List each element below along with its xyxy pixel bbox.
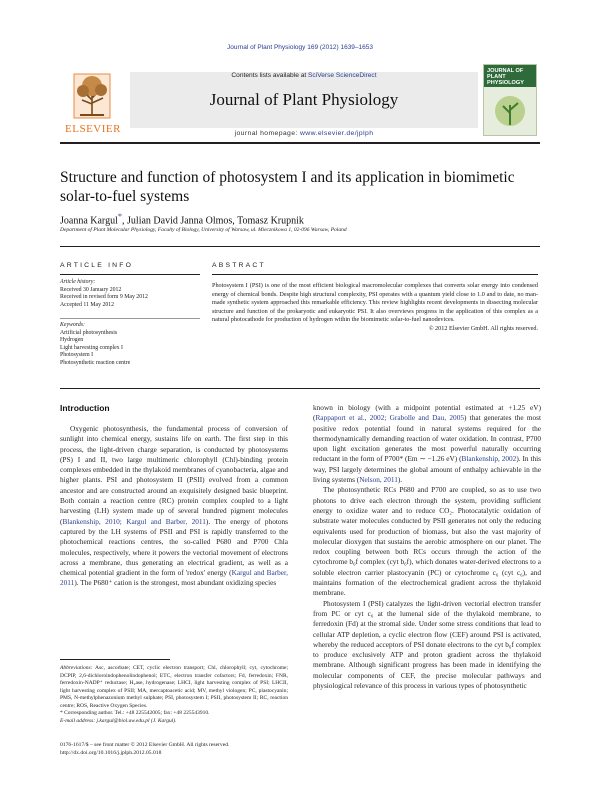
abstract-heading: ABSTRACT xyxy=(212,262,266,269)
citation-link[interactable]: Rappaport et al., 2002; Grabolle and Dau, 2005 xyxy=(315,413,464,423)
front-matter-rule xyxy=(60,388,540,389)
corresponding-mark[interactable]: * xyxy=(117,212,123,221)
abbreviations-footnote xyxy=(60,665,288,725)
intro-text: Oxygenic photosynthesis, the fundamental process of conversion of sunlight into chemical energy, sustains life on earth. The first step in this process, the light-driven charge separation, is conducted by photosystems (PS) I and II, two large multimeric chlorophyll (Chl)-binding protein complexes embedded in the thylakoid membranes of cyanobacteria, algae and higher plants. PSI and photosystem II (PSII) evolved from a common ancestor and are constructed around an exquisitely designed basic blueprint. Both contain a reaction centre (RC) protein complex coupled to a light harvesting (LH) system made up of several hundred pigment molecules ( xyxy=(60,424,288,526)
intro-text: ). xyxy=(397,475,403,485)
homepage-label: journal homepage: xyxy=(234,130,300,137)
author-list xyxy=(60,212,540,226)
abbreviations-label: Abbreviations: xyxy=(60,665,93,671)
abstract-body: Photosystem I (PSI) is one of the most efficient biological macromolecular complexes that converts solar energy into condensed energy of chemical bonds. Despite high structural complexity, PSI operates with a quantum yield close to 1.0 and to date, no man-made synthetic system approached this remarkable efficiency. This review highlights recent developments in dissecting molecular structure and function of the prokaryotic and eukaryotic PSI. It also overviews progress in the application of this complex as a natural photocathode for production of hydrogen within the biomimetic solar-to-fuel nanodevices. xyxy=(212,282,538,323)
keyword-item: Artificial photosynthesis xyxy=(60,329,118,336)
contents-line xyxy=(130,72,478,79)
intro-text: ). The P680⁺ cation is the strongest, most abundant oxidizing species xyxy=(74,578,277,588)
author-first: Joanna Kargul xyxy=(60,215,118,227)
cover-plant-image xyxy=(492,93,528,129)
masthead-rule xyxy=(60,142,540,144)
cover-title: JOURNAL OF PLANT PHYSIOLOGY xyxy=(487,68,524,86)
publisher-wordmark: ELSEVIER xyxy=(65,123,121,135)
history-accepted: Accepted 11 May 2012 xyxy=(60,301,115,308)
article-history xyxy=(60,279,200,309)
history-received: Received 30 January 2012 xyxy=(60,286,122,293)
right-column xyxy=(313,403,541,691)
intro-paragraph-2: The photosynthetic RCs P680 and P700 are coupled, so as to use two photons to drive each electron through the system, providing sufficient energy to oxidize water and to reduce CO₂. Photocatalytic oxidation of substrate water molecules conducted by PSII generates not only the reducing equivalents used for production of biomass, but also the vast majority of molecular dioxygen that sustains the aerobic atmosphere on our planet. The redox coupling between both RCs occurs through the action of the cytochrome b₆f complex (cyt b₆f), which donates water-derived electrons to a soluble electron carrier plastocyanin (PC) or cytochrome c₆ (cyt c₆), and maintains formation of the electrochemical gradient across the thylakoid membrane. xyxy=(313,485,541,598)
intro-paragraph-1 xyxy=(60,424,288,589)
author-email[interactable]: E-mail address: j.kargul@biol.uw.edu.pl (J. Kargul). xyxy=(60,717,177,724)
abstract-copyright: © 2012 Elsevier GmbH. All rights reserved. xyxy=(428,324,538,332)
journal-citation[interactable]: Journal of Plant Physiology 169 (2012) 1639–1653 xyxy=(227,44,373,51)
intro-paragraph-3: Photosystem I (PSI) catalyzes the light-driven vectorial electron transfer from PC or cyt c₆ at the lumenal side of the thylakoid membrane, to ferredoxin (Fd) at the stromal side. Under some stress conditions that lead to cellular ATP depletion, a cyclic electron flow (CEF) around PSI is activated, whereby the reduced acceptors of PSI donate electrons to the cyt b₆f complex to produce exclusively ATP and proton gradient across the thylakoid membrane. Although significant progress has been made in identifying the molecular components of CEF, the precise molecular pathways and physiological relevance of this process in various types of photosynthetic xyxy=(313,598,541,691)
article-info-heading: ARTICLE INFO xyxy=(60,262,134,269)
title-rule xyxy=(60,246,540,247)
intro-text: known in biology (with a midpoint potential estimated at +1.25 eV) ( xyxy=(313,403,541,423)
keyword-item: Light harvesting complex I xyxy=(60,344,123,351)
journal-homepage xyxy=(130,130,478,137)
citation-link[interactable]: Kargul and Barber, 2011 xyxy=(60,568,288,588)
keywords-rule xyxy=(60,318,200,319)
article-info-rule xyxy=(60,274,200,275)
history-revised: Received in revised form 9 May 2012 xyxy=(60,294,148,301)
introduction-heading: Introduction xyxy=(60,403,110,413)
footnote-rule xyxy=(60,659,170,660)
keyword-item: Photosystem I xyxy=(60,352,94,359)
journal-title: Journal of Plant Physiology xyxy=(209,90,399,109)
intro-text: ). In this way, PSI largely determines the global amount of enthalpy achievable in the living systems ( xyxy=(313,454,541,485)
citation-link[interactable]: Blankenship, 2010; Kargul and Barber, 2011 xyxy=(62,516,206,526)
abstract xyxy=(212,282,538,333)
corresponding-author: * Corresponding author. Tel.: +48 225542005; fax: +48 225543910. xyxy=(60,710,210,716)
doi-link[interactable]: http://dx.doi.org/10.1016/j.jplph.2012.05.018 xyxy=(60,749,162,756)
history-label: Article history: xyxy=(60,279,96,285)
author-rest: , Julian David Janna Olmos, Tomasz Krupnik xyxy=(122,215,304,227)
keywords-block xyxy=(60,322,200,368)
elsevier-tree-logo xyxy=(60,70,124,130)
intro-paragraph-1-cont xyxy=(313,403,541,485)
citation-link[interactable]: Nelson, 2011 xyxy=(359,475,398,485)
abstract-rule xyxy=(212,274,538,275)
abbreviations-text: Asc, ascorbate; CET, cyclic electron transport; Chl, chlorophyll; cyt, cytochrome; DCPIP, 2,6-dichloroindophenolindophenol; ETC, electron transfer cofactors; Fd, ferredoxin; FNR, ferredoxin-NADP⁺ reductase; H₂ase, hydrogenase; LHCI, light harvesting complex of PSI; LHCII, light harvesting complex of PSII; MA, mercaptoacetic acid; MV, methyl viologen; PC, plastocyanin; PMS, N-methylphenazonium methyl sulphate; PSI, photosystem I; PSII, photosystem II; RC, reaction centre; ROS, Reactive Oxygen Species. xyxy=(60,665,288,709)
contents-prefix: Contents lists available at xyxy=(231,72,309,79)
sciverse-link[interactable]: SciVerse ScienceDirect xyxy=(308,72,377,79)
left-column xyxy=(60,424,288,589)
keyword-item: Hydrogen xyxy=(60,337,84,344)
journal-cover-thumbnail xyxy=(483,64,537,136)
intro-text: ). The energy of photons captured by the LH systems of PSII and PSI is rapidly transferred to the photochemical reactions centres, the so-called P680 and P700 Chla molecules, respectively, where it powers the vectorial movement of electrons across a membrane, thus generating an electrical gradient, as well as a chemical potential gradient in the form of 'redox' energy ( xyxy=(60,516,289,578)
keywords-label: Keywords: xyxy=(60,322,85,328)
affiliation: Department of Plant Molecular Physiology, Faculty of Biology, University of Warsaw, ul. Miecznikowa 1, 02-096 Warsaw, Poland xyxy=(60,227,347,233)
issn-line: 0176-1617/$ – see front matter © 2012 Elsevier GmbH. All rights reserved. xyxy=(60,742,230,748)
keyword-item: Photosynthetic reaction centre xyxy=(60,359,131,366)
homepage-link[interactable]: www.elsevier.de/jplph xyxy=(300,130,374,137)
issn-footer xyxy=(60,742,288,757)
article-title: Structure and function of photosystem I and its application in biomimetic solar-to-fuel systems xyxy=(60,169,515,205)
citation-link[interactable]: Blankenship, 2002 xyxy=(461,454,517,464)
intro-text: ) that generates the most positive redox potential found in natural systems required for the thermodynamically demanding reaction of water oxidation. In contrast, P700 upon light excitation generates the most powerful naturally occurring reductant in the form of P700* (Em ∼ −1.26 eV) ( xyxy=(313,413,542,464)
